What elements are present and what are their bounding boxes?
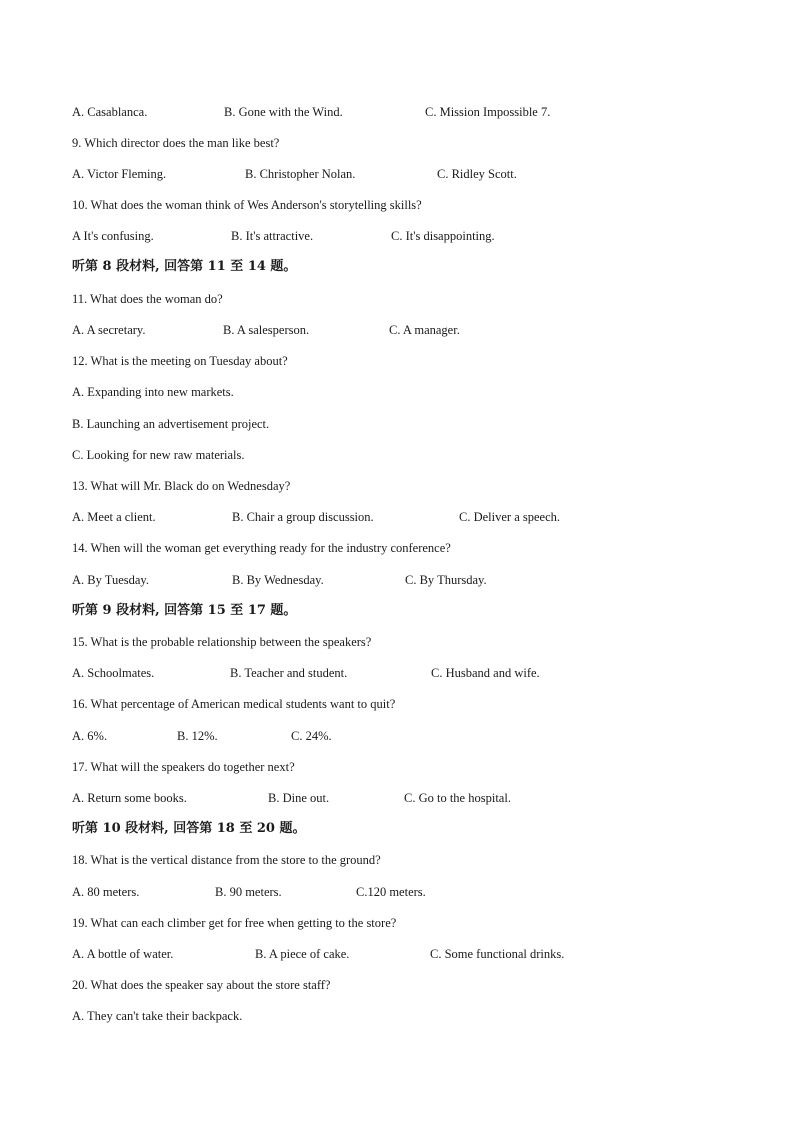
- question-text: 20. What does the speaker say about the store staff?: [72, 978, 331, 992]
- option-c: C. By Thursday.: [405, 573, 487, 587]
- option-c: C. A manager.: [389, 323, 460, 337]
- option-a: A. 80 meters.: [72, 885, 140, 899]
- option-b: B. A salesperson.: [223, 323, 310, 337]
- option-b: B. It's attractive.: [231, 229, 314, 243]
- option-b: B. Chair a group discussion.: [232, 510, 374, 524]
- option-b: B. A piece of cake.: [255, 947, 350, 961]
- option-line: A. They can't take their backpack.: [72, 1009, 243, 1023]
- question-text: 11. What does the woman do?: [72, 292, 223, 306]
- option-a: A. Meet a client.: [72, 510, 156, 524]
- option-a: A. Return some books.: [72, 791, 187, 805]
- option-a: A. 6%.: [72, 729, 108, 743]
- question-text: 18. What is the vertical distance from the store to the ground?: [72, 853, 381, 867]
- question-text: 17. What will the speakers do together next?: [72, 760, 295, 774]
- section-heading: 听第 8 段材料, 回答第 11 至 14 题。: [72, 259, 297, 274]
- option-b: B. Gone with the Wind.: [224, 105, 343, 119]
- option-a: A. Casablanca.: [72, 105, 148, 119]
- option-c: C.120 meters.: [356, 885, 426, 899]
- question-text: 19. What can each climber get for free when getting to the store?: [72, 916, 397, 930]
- section-heading: 听第 9 段材料, 回答第 15 至 17 题。: [72, 603, 297, 618]
- option-b: B. Teacher and student.: [230, 666, 348, 680]
- option-a: A It's confusing.: [72, 229, 154, 243]
- option-a: A. A secretary.: [72, 323, 146, 337]
- question-text: 14. When will the woman get everything ready for the industry conference?: [72, 541, 451, 555]
- option-line: A. Expanding into new markets.: [72, 385, 234, 399]
- question-text: 12. What is the meeting on Tuesday about?: [72, 354, 288, 368]
- option-line: B. Launching an advertisement project.: [72, 417, 270, 431]
- option-c: C. Mission Impossible 7.: [425, 105, 551, 119]
- option-c: C. Ridley Scott.: [437, 167, 517, 181]
- question-text: 16. What percentage of American medical students want to quit?: [72, 697, 396, 711]
- question-text: 15. What is the probable relationship between the speakers?: [72, 635, 372, 649]
- option-b: B. Dine out.: [268, 791, 330, 805]
- option-c: C. 24%.: [291, 729, 332, 743]
- option-b: B. 90 meters.: [215, 885, 282, 899]
- option-c: C. It's disappointing.: [391, 229, 495, 243]
- option-b: B. Christopher Nolan.: [245, 167, 356, 181]
- option-c: C. Some functional drinks.: [430, 947, 565, 961]
- option-b: B. By Wednesday.: [232, 573, 324, 587]
- option-c: C. Go to the hospital.: [404, 791, 511, 805]
- option-c: C. Husband and wife.: [431, 666, 540, 680]
- question-text: 13. What will Mr. Black do on Wednesday?: [72, 479, 291, 493]
- option-line: C. Looking for new raw materials.: [72, 448, 245, 462]
- question-text: 10. What does the woman think of Wes Anderson's storytelling skills?: [72, 198, 422, 212]
- section-heading: 听第 10 段材料, 回答第 18 至 20 题。: [72, 821, 306, 836]
- option-a: A. Schoolmates.: [72, 666, 155, 680]
- option-a: A. Victor Fleming.: [72, 167, 167, 181]
- option-b: B. 12%.: [177, 729, 218, 743]
- question-text: 9. Which director does the man like best?: [72, 136, 280, 150]
- option-a: A. By Tuesday.: [72, 573, 149, 587]
- option-a: A. A bottle of water.: [72, 947, 174, 961]
- option-c: C. Deliver a speech.: [459, 510, 561, 524]
